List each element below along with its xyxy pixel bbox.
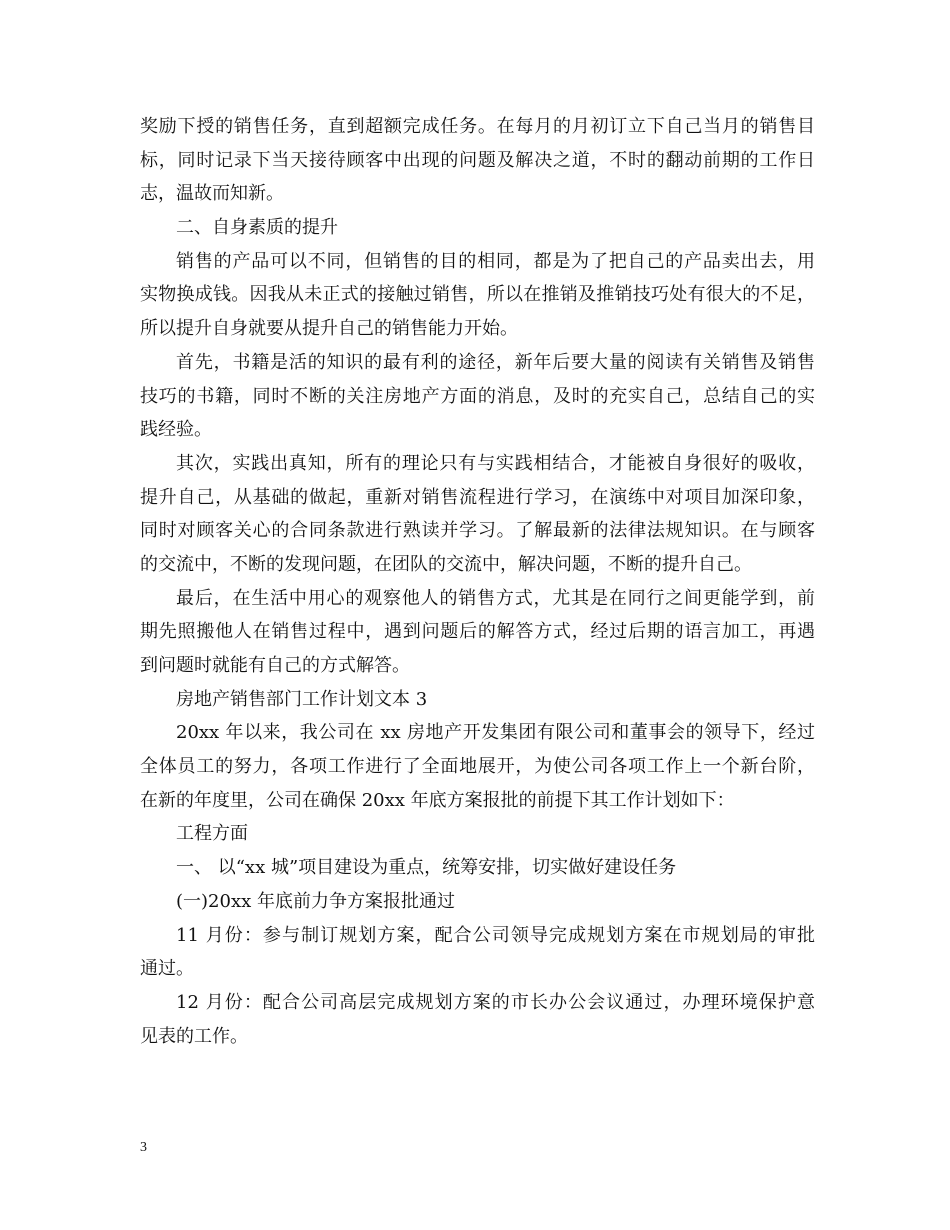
text-line: 二、自身素质的提升 [176, 217, 338, 239]
text-line: 12 月份：配合公司高层完成规划方案的市长办公会议通过，办理环境保护意 [176, 991, 815, 1013]
text-line: 到问题时就能有自己的方式解答。 [140, 655, 410, 676]
text-line: 通过。 [140, 958, 194, 980]
text-line: 奖励下授的销售任务，直到超额完成任务。在每月的月初订立下自己当月的销售目 [140, 116, 815, 137]
text-line: 期先照搬他人在销售过程中，遇到问题后的解答方式，经过后期的语言加工，再遇 [140, 621, 815, 643]
page-number: 3 [140, 1140, 147, 1155]
text-line: 提升自己，从基础的做起，重新对销售流程进行学习，在演练中对项目加深印象， [140, 486, 815, 508]
text-line: 最后，在生活中用心的观察他人的销售方式，尤其是在同行之间更能学到，前 [176, 587, 815, 609]
text-line: 销售的产品可以不同，但销售的目的相同，都是为了把自己的产品卖出去，用 [176, 250, 815, 272]
text-line: 实物换成钱。因我从未正式的接触过销售，所以在推销及推销技巧处有很大的不足， [140, 284, 815, 306]
text-line: 11 月份：参与制订规划方案，配合公司领导完成规划方案在市规划局的审批 [176, 924, 815, 946]
text-line: 房地产销售部门工作计划文本 3 [176, 688, 428, 710]
text-line: 工程方面 [176, 823, 248, 845]
text-line: 全体员工的努力，各项工作进行了全面地展开，为使公司各项工作上一个新台阶， [140, 756, 815, 778]
text-line: 20xx 年以来，我公司在 xx 房地产开发集团有限公司和董事会的领导下，经过 [176, 722, 815, 744]
text-line: 的交流中，不断的发现问题，在团队的交流中，解决问题，不断的提升自己。 [140, 553, 752, 575]
text-line: 践经验。 [140, 419, 212, 441]
text-line: (一)20xx 年底前力争方案报批通过 [176, 890, 455, 912]
text-line: 所以提升自身就要从提升自己的销售能力开始。 [140, 318, 518, 340]
text-line: 在新的年度里，公司在确保 20xx 年底方案报批的前提下其工作计划如下： [140, 789, 735, 811]
text-line: 同时对顾客关心的合同条款进行熟读并学习。了解最新的法律法规知识。在与顾客 [140, 520, 815, 542]
text-line: 技巧的书籍，同时不断的关注房地产方面的消息，及时的充实自己，总结自己的实 [140, 385, 815, 407]
text-line: 标，同时记录下当天接待顾客中出现的问题及解决之道，不时的翻动前期的工作日 [140, 149, 815, 171]
text-line: 其次，实践出真知，所有的理论只有与实践相结合，才能被自身很好的吸收， [176, 452, 815, 474]
text-line: 志，温故而知新。 [140, 183, 284, 205]
text-line: 一、 以“xx 城”项目建设为重点，统筹安排，切实做好建设任务 [176, 857, 677, 879]
text-line: 见表的工作。 [140, 1025, 248, 1047]
document-body [140, 110, 815, 1053]
text-line: 首先，书籍是活的知识的最有利的途径，新年后要大量的阅读有关销售及销售 [176, 351, 815, 373]
